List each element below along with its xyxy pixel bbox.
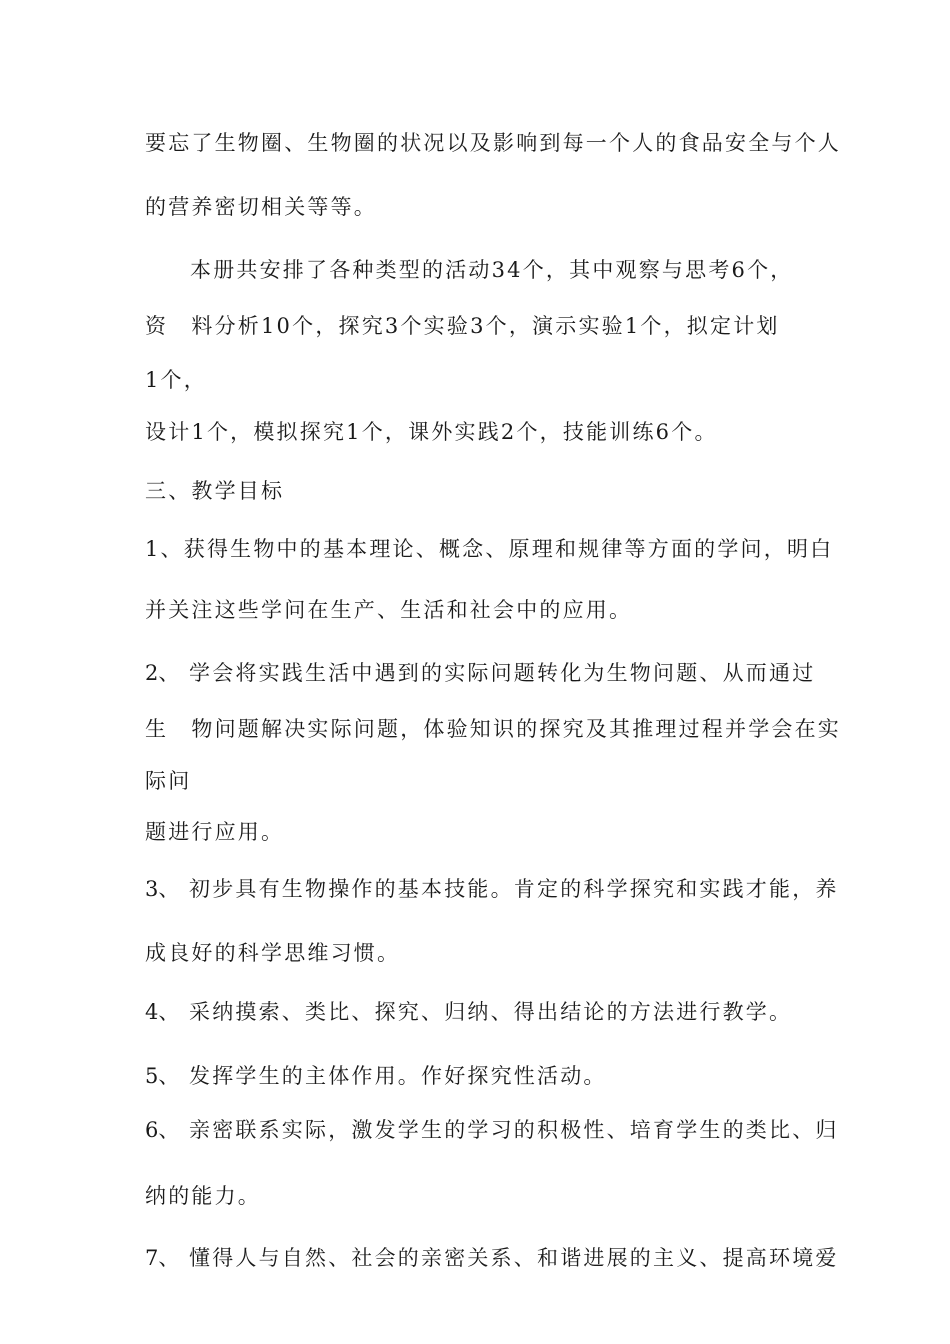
list-number: 7、: [145, 1246, 180, 1270]
text-line: 1、获得生物中的基本理论、概念、原理和规律等方面的学问，明白: [145, 537, 834, 561]
text-line: 纳的能力。: [145, 1184, 261, 1208]
list-item: [145, 999, 792, 1025]
text-line: 设计1个，模拟探究1个，课外实践2个，技能训练6个。: [145, 420, 718, 444]
list-number: 3、: [145, 877, 180, 901]
text-line: 的营养密切相关等等。: [145, 195, 377, 219]
list-text: 发挥学生的主体作用。作好探究性活动。: [189, 1064, 607, 1088]
list-item: [145, 660, 815, 686]
list-number: 2、: [145, 661, 180, 685]
text-line: 成良好的科学思维习惯。: [145, 941, 401, 965]
section-heading: 三、教学目标: [145, 479, 285, 503]
text-line: 生 物问题解决实际问题，体验知识的探究及其推理过程并学会在实: [145, 717, 841, 741]
text-line: 资 料分析10个，探究3个实验3个，演示实验1个，拟定计划: [145, 314, 780, 338]
list-text: 初步具有生物操作的基本技能。肯定的科学探究和实践才能，养: [189, 877, 839, 901]
list-text: 学会将实践生活中遇到的实际问题转化为生物问题、从而通过: [189, 661, 816, 685]
text-line: 1个，: [145, 368, 207, 392]
list-item: [145, 1117, 839, 1143]
list-item: [145, 1245, 839, 1271]
list-number: 5、: [145, 1064, 180, 1088]
text-line: 并关注这些学问在生产、生活和社会中的应用。: [145, 598, 633, 622]
list-number: 6、: [145, 1118, 180, 1142]
list-item: [145, 876, 839, 902]
list-number: 4、: [145, 1000, 180, 1024]
text-line: 题进行应用。: [145, 820, 285, 844]
list-text: 亲密联系实际，激发学生的学习的积极性、培育学生的类比、归: [189, 1118, 839, 1142]
text-line: 要忘了生物圈、生物圈的状况以及影响到每一个人的食品安全与个人: [145, 131, 841, 155]
paragraph-indented-line: 本册共安排了各种类型的活动34个，其中观察与思考6个，: [190, 258, 794, 282]
list-text: 采纳摸索、类比、探究、归纳、得出结论的方法进行教学。: [189, 1000, 793, 1024]
list-text: 懂得人与自然、社会的亲密关系、和谐进展的主义、提高环境爱: [189, 1246, 839, 1270]
list-item: [145, 1063, 607, 1089]
text-line: 际问: [145, 769, 192, 793]
